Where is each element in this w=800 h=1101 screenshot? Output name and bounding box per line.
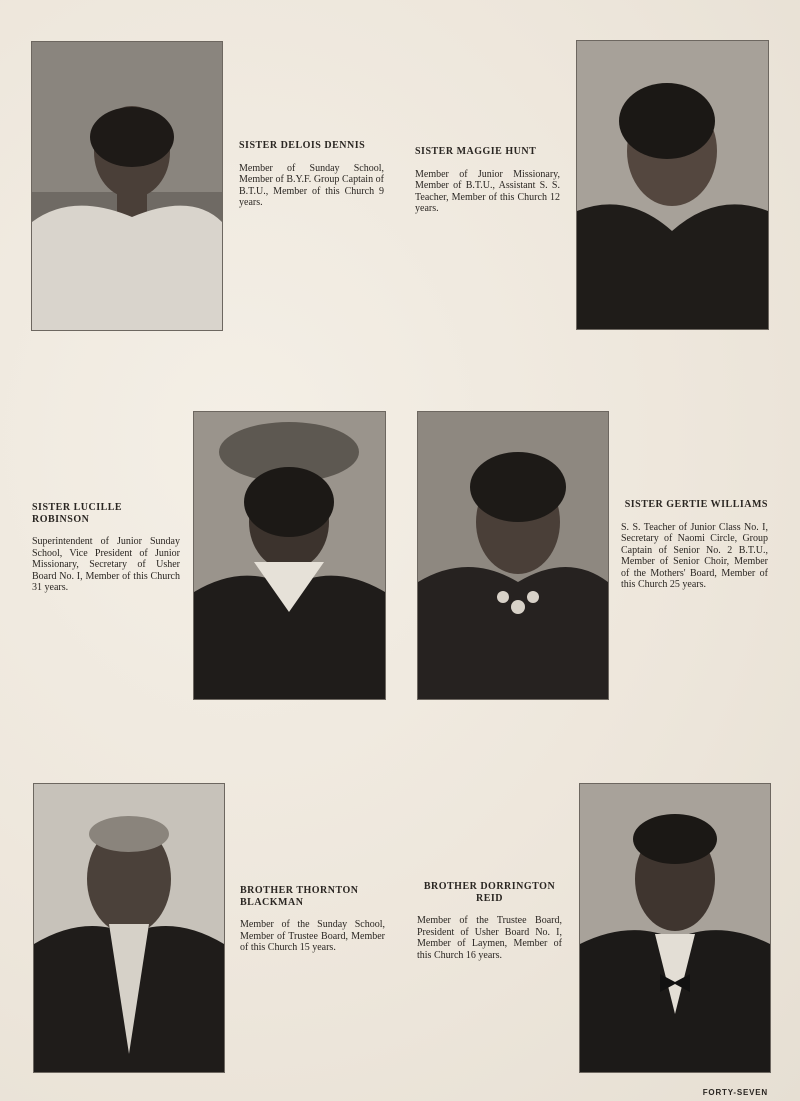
member-name: BROTHER DORRINGTON REID: [423, 881, 556, 904]
caption-thornton-blackman: [240, 885, 385, 954]
portrait-lucille-robinson: [193, 411, 386, 700]
member-description: Member of Sunday School, Member of B.Y.F. Group Captain of B.T.U., Member of this Church 9 years.: [239, 162, 384, 208]
member-name: SISTER MAGGIE HUNT: [415, 146, 537, 157]
portrait-thornton-blackman: [33, 783, 225, 1073]
page-number: FORTY-SEVEN: [702, 1088, 768, 1097]
caption-dorrington-reid: [417, 881, 562, 961]
member-name: BROTHER THORNTON BLACKMAN: [240, 885, 359, 908]
member-description: Superintendent of Junior Sunday School, Vice President of Junior Missionary, Secretary of Usher Board No. I, Member of this Church 31 years.: [32, 536, 180, 593]
member-name: SISTER GERTIE WILLIAMS: [624, 499, 768, 510]
portrait-maggie-hunt: [576, 40, 769, 330]
member-description: Member of Junior Missionary, Member of B.T.U., Assistant S. S. Teacher, Member of this Church 12 years.: [415, 168, 560, 214]
portrait-dorrington-reid: [579, 783, 771, 1073]
caption-lucille-robinson: [32, 502, 180, 594]
member-description: Member of the Trustee Board, President of Usher Board No. I, Member of Laymen, Member of this Church 16 years.: [417, 915, 562, 961]
portrait-gertie-williams: [417, 411, 609, 700]
caption-delois-dennis: [239, 140, 384, 209]
member-description: S. S. Teacher of Junior Class No. I, Secretary of Naomi Circle, Group Captain of Senior No. 2 B.T.U., Member of Senior Choir, Member of the Mothers' Board, Member of this Church 25 years.: [621, 521, 768, 590]
member-name: SISTER DELOIS DENNIS: [239, 140, 366, 151]
member-description: Member of the Sunday School, Member of Trustee Board, Member of this Church 15 years.: [240, 919, 385, 953]
portrait-delois-dennis: [31, 41, 223, 331]
caption-maggie-hunt: [415, 146, 560, 215]
caption-gertie-williams: [621, 499, 768, 591]
member-name: SISTER LUCILLE ROBINSON: [32, 502, 123, 525]
